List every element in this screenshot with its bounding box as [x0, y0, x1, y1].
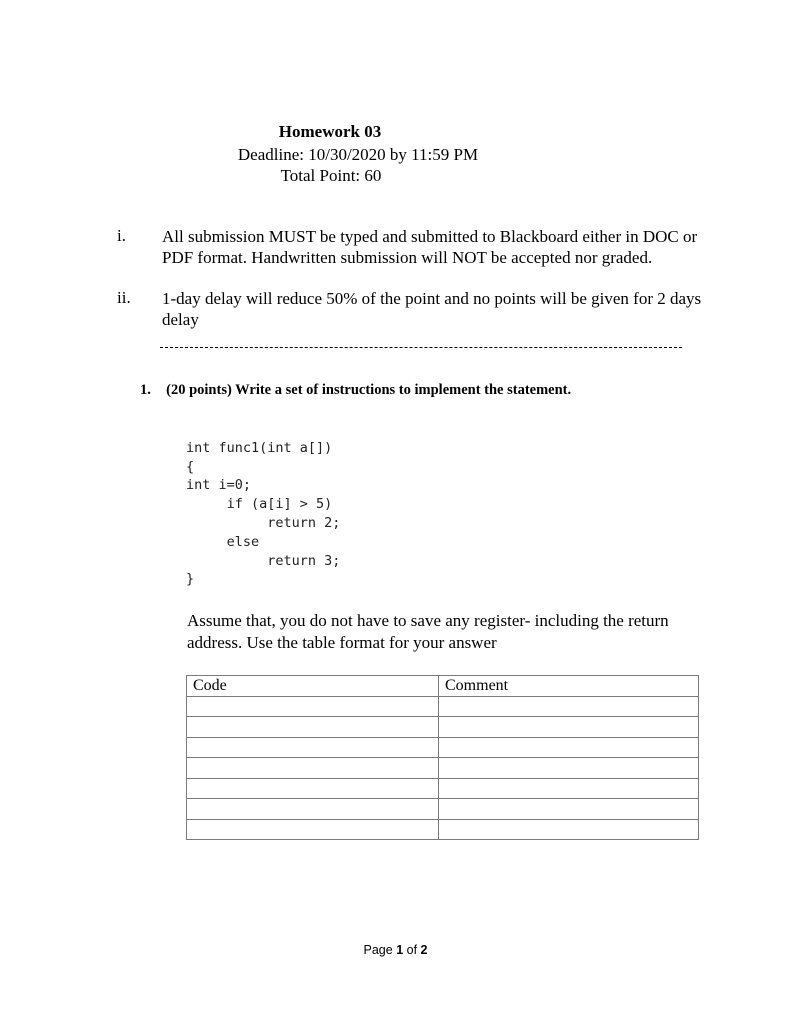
question-prompt: (20 points) Write a set of instructions to implement the statement. [166, 382, 572, 398]
page-current: 1 [396, 943, 404, 957]
table-cell [187, 778, 439, 799]
question-number: 1. [140, 382, 151, 398]
table-cell [187, 799, 439, 820]
table-cell [187, 717, 439, 738]
table-row [187, 717, 699, 738]
table-cell [439, 799, 699, 820]
table-header-comment: Comment [439, 676, 699, 697]
rule-marker: i. [117, 226, 126, 245]
table-row [187, 696, 699, 717]
table-cell [187, 696, 439, 717]
page-footer [0, 943, 791, 957]
table-cell [439, 819, 699, 840]
page-total: 2 [420, 943, 428, 957]
table-cell [187, 737, 439, 758]
table-header-code: Code [187, 676, 439, 697]
table-cell [439, 737, 699, 758]
answer-table [186, 675, 699, 840]
code-line: return 3; [186, 553, 341, 569]
code-line: else [186, 534, 260, 550]
table-cell [439, 696, 699, 717]
table-row [187, 819, 699, 840]
table-header-row [187, 676, 699, 697]
table-row [187, 758, 699, 779]
answer-instructions: Assume that, you do not have to save any register- including the return address. Use the table format for your answer [187, 611, 669, 652]
table-cell [439, 758, 699, 779]
page-label: Page [363, 943, 393, 957]
table-row [187, 737, 699, 758]
code-line: int i=0; [186, 477, 252, 493]
table-row [187, 799, 699, 820]
code-line: return 2; [186, 515, 341, 531]
table-row [187, 778, 699, 799]
total-points-text: Total Point: 60 [280, 166, 382, 185]
code-line: { [186, 459, 195, 475]
code-line: } [186, 571, 195, 587]
table-cell [187, 758, 439, 779]
table-cell [187, 819, 439, 840]
rule-text: All submission MUST be typed and submitted to Blackboard either in DOC or PDF format. Handwritten submission will NOT be accepted nor graded. [162, 227, 698, 267]
question-1-heading [140, 382, 571, 399]
deadline-text: Deadline: 10/30/2020 by 11:59 PM [237, 145, 479, 164]
table-cell [439, 778, 699, 799]
code-line: int func1(int a[]) [186, 440, 333, 456]
rule-text: 1-day delay will reduce 50% of the point and no points will be given for 2 days delay [162, 289, 702, 329]
page-of: of [406, 943, 418, 957]
rule-marker: ii. [117, 288, 131, 307]
section-divider [160, 347, 682, 348]
code-line: if (a[i] > 5) [186, 496, 333, 512]
table-cell [439, 717, 699, 738]
homework-title: Homework 03 [278, 122, 382, 141]
